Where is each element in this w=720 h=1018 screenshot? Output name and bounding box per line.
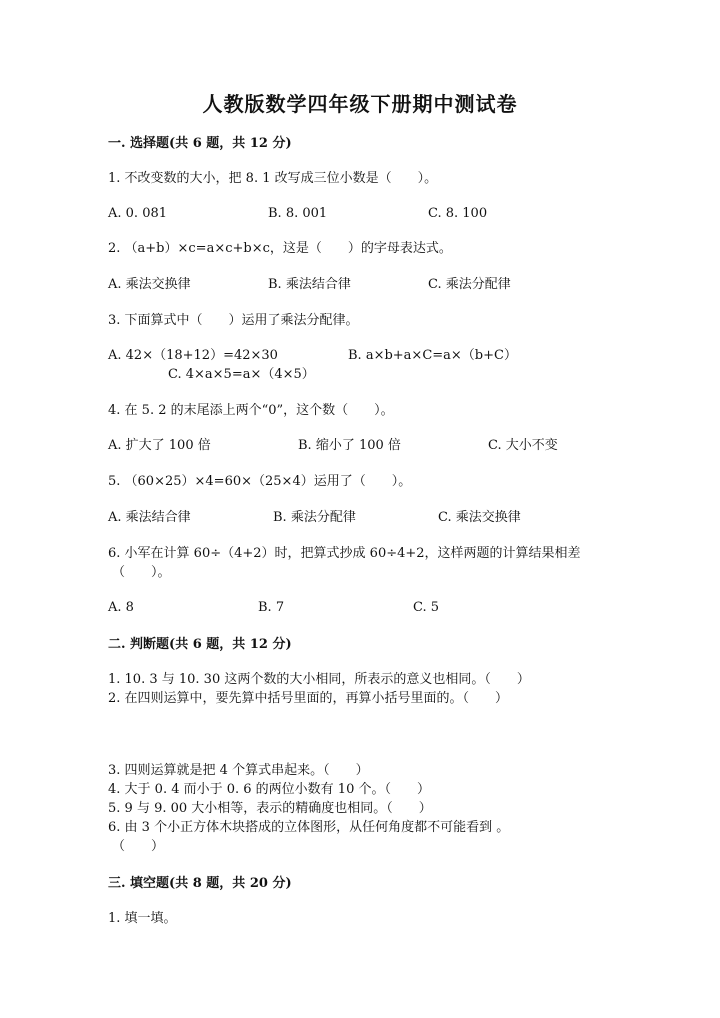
question-4: 4. 在 5. 2 的末尾添上两个“0”，这个数（ ）。 xyxy=(108,403,394,418)
judge-item-6-cont: （ ） xyxy=(112,839,165,854)
section-heading-choice: 一. 选择题(共 6 题，共 12 分) xyxy=(108,136,292,151)
q3-option-c: C. 4×a×5=a×（4×5） xyxy=(168,367,315,382)
question-5: 5. （60×25）×4=60×（25×4）运用了（ ）。 xyxy=(108,474,412,489)
q2-option-c: C. 乘法分配律 xyxy=(428,277,511,292)
judge-item-2: 2. 在四则运算中，要先算中括号里面的，再算小括号里面的。（ ） xyxy=(108,691,509,706)
q6-option-b: B. 7 xyxy=(258,600,285,615)
q1-option-b: B. 8. 001 xyxy=(268,206,328,221)
page-title: 人教版数学四年级下册期中测试卷 xyxy=(202,92,518,116)
section-heading-judge: 二. 判断题(共 6 题，共 12 分) xyxy=(108,637,292,652)
section-heading-fill: 三. 填空题(共 8 题，共 20 分) xyxy=(108,876,292,891)
q4-option-b: B. 缩小了 100 倍 xyxy=(298,438,401,453)
q5-option-c: C. 乘法交换律 xyxy=(438,510,521,525)
q4-option-c: C. 大小不变 xyxy=(488,438,558,453)
q1-option-a: A. 0. 081 xyxy=(108,206,168,221)
question-3: 3. 下面算式中（ ）运用了乘法分配律。 xyxy=(108,313,359,328)
judge-item-3: 3. 四则运算就是把 4 个算式串起来。（ ） xyxy=(108,763,369,778)
q2-option-b: B. 乘法结合律 xyxy=(268,277,351,292)
judge-item-4: 4. 大于 0. 4 而小于 0. 6 的两位小数有 10 个。（ ） xyxy=(108,782,430,797)
question-2: 2. （a+b）×c=a×c+b×c，这是（ ）的字母表达式。 xyxy=(108,241,452,256)
q5-option-a: A. 乘法结合律 xyxy=(108,510,191,525)
q3-option-b: B. a×b+a×C=a×（b+C） xyxy=(348,348,517,363)
q6-option-a: A. 8 xyxy=(108,600,134,615)
q5-option-b: B. 乘法分配律 xyxy=(273,510,356,525)
judge-item-5: 5. 9 与 9. 00 大小相等，表示的精确度也相同。（ ） xyxy=(108,801,432,816)
q3-option-a: A. 42×（18+12）=42×30 xyxy=(108,348,278,363)
q1-option-c: C. 8. 100 xyxy=(428,206,488,221)
q2-option-a: A. 乘法交换律 xyxy=(108,277,191,292)
fill-item-1: 1. 填一填。 xyxy=(108,911,177,926)
q6-option-c: C. 5 xyxy=(413,600,440,615)
judge-item-6: 6. 由 3 个小正方体木块搭成的立体图形，从任何角度都不可能看到 。 xyxy=(108,820,510,835)
question-6: 6. 小军在计算 60÷（4+2）时，把算式抄成 60÷4+2，这样两题的计算结果相差 xyxy=(108,546,581,561)
question-1: 1. 不改变数的大小，把 8. 1 改写成三位小数是（ ）。 xyxy=(108,171,438,186)
q4-option-a: A. 扩大了 100 倍 xyxy=(108,438,211,453)
judge-item-1: 1. 10. 3 与 10. 30 这两个数的大小相同，所表示的意义也相同。（ ） xyxy=(108,672,530,687)
question-6-cont: （ ）。 xyxy=(112,565,171,580)
